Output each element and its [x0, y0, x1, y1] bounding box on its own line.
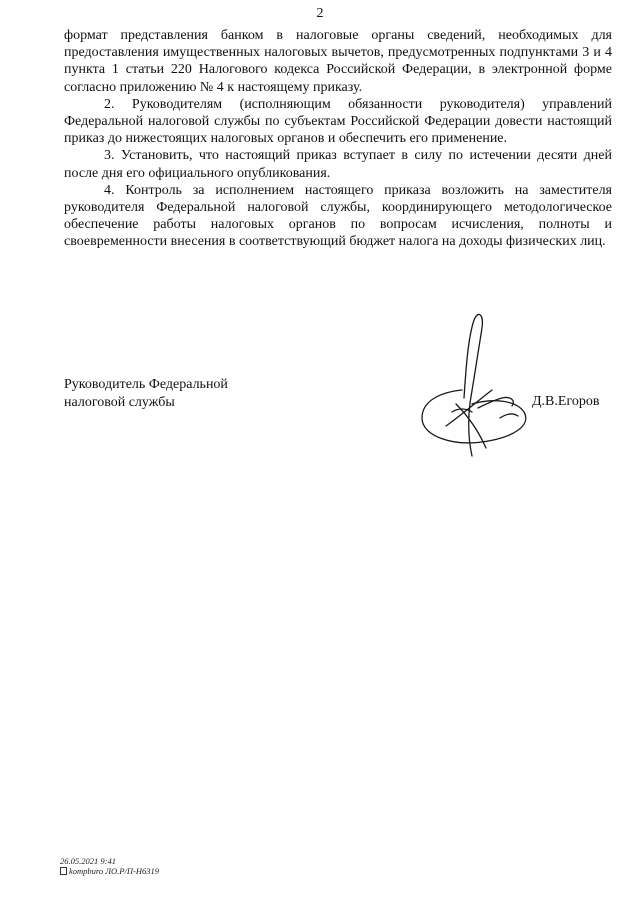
paragraph-3: 3. Установить, что настоящий приказ вступает в силу по истечении десяти дней после дня его официального опубликования. — [64, 148, 612, 181]
signatory-name: Д.В.Егоров — [532, 394, 600, 409]
handwritten-signature — [412, 308, 562, 458]
footer-doc-ref-line — [60, 866, 159, 876]
document-icon — [60, 867, 67, 875]
signatory-title — [64, 376, 228, 412]
paragraph-2: 2. Руководителям (исполняющим обязанности руководителя) управлений Федеральной налоговой службы по субъектам Российской Федерации довести настоящий приказ до нижестоящих налоговых органов и обеспечить его применение. — [64, 96, 612, 147]
document-body — [64, 27, 612, 251]
signatory-title-line-2: налоговой службы — [64, 395, 175, 410]
page-number: 2 — [316, 6, 324, 21]
footer-doc-ref: kompburo ЛО.Р/П-Н6319 — [69, 866, 159, 876]
signatory-title-line-1: Руководитель Федеральной — [64, 377, 228, 392]
paragraph-4: 4. Контроль за исполнением настоящего приказа возложить на заместителя руководителя Федеральной налоговой службы, координирующего методологическое обеспечение работы налоговых органов по вопросам исчисления, полноты и своевременности внесения в соответствующий бюджет налога на доходы физических лиц. — [64, 182, 612, 250]
footer-timestamp: 26.05.2021 9:41 — [60, 856, 116, 866]
footer — [60, 856, 159, 876]
paragraph-1: формат представления банком в налоговые органы сведений, необходимых для предоставления имущественных налоговых вычетов, предусмотренных подпунктами 3 и 4 пункта 1 статьи 220 Налогового кодекса Российской Федерации, в электронной форме согласно приложению № 4 к настоящему приказу. — [64, 28, 612, 95]
